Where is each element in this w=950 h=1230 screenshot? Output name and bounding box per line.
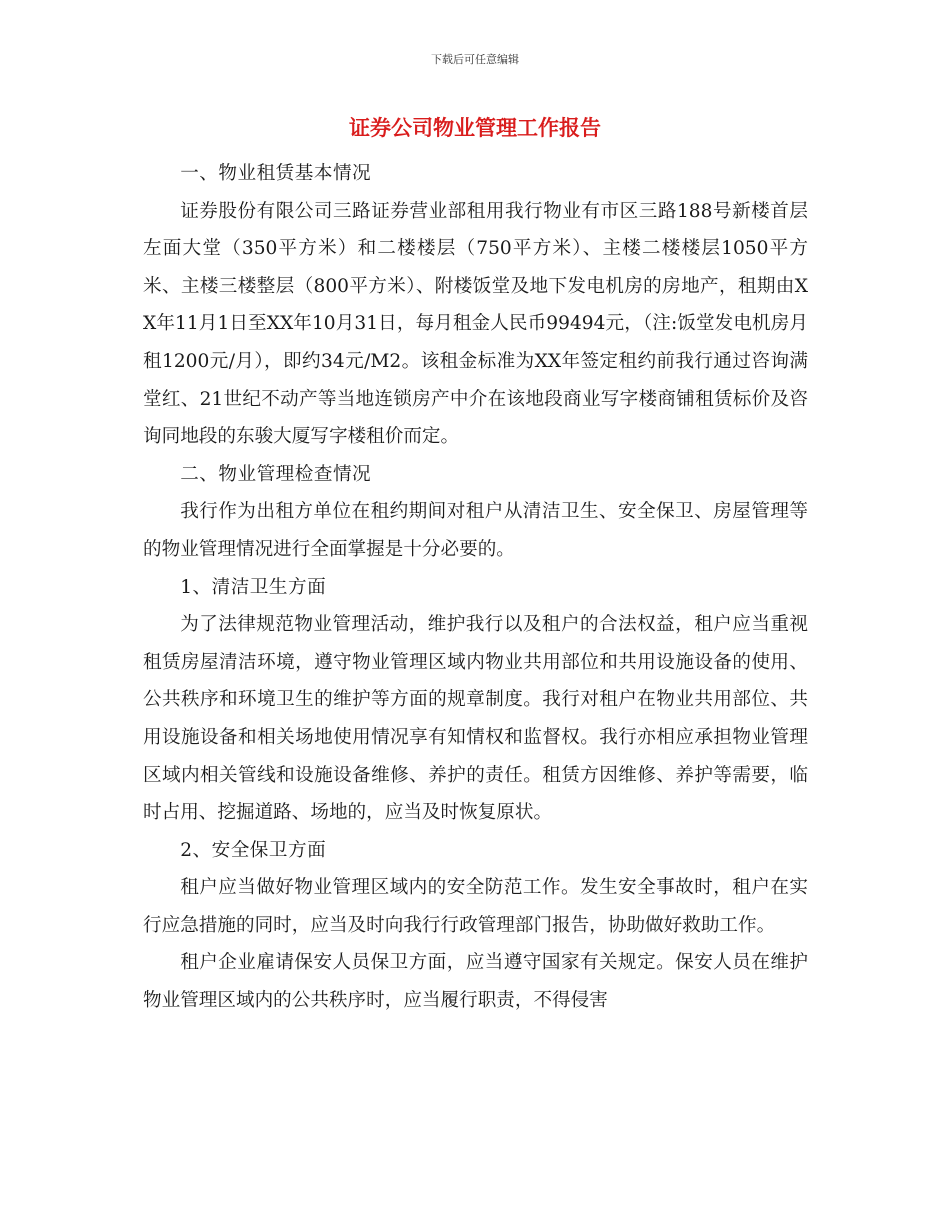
paragraph-security-guards: 租户企业雇请保安人员保卫方面，应当遵守国家有关规定。保安人员在维护物业管理区域内的公共秩序时，应当履行职责，不得侵害: [143, 952, 808, 1012]
subheading-cleaning: 1、清洁卫生方面: [180, 576, 327, 598]
document-body: [143, 155, 808, 1020]
paragraph-security-incidents: 租户应当做好物业管理区域内的安全防范工作。发生安全事故时，租户在实行应急措施的同时，应当及时向我行行政管理部门报告，协助做好救助工作。: [143, 877, 808, 936]
subheading-security: 2、安全保卫方面: [180, 839, 327, 861]
paragraph-lease-details: 证券股份有限公司三路证券营业部租用我行物业有市区三路188号新楼首层左面大堂（350平方米）和二楼楼层（750平方米）、主楼二楼楼层1050平方米、主楼三楼整层（800平方米）、附楼饭堂及地下发电机房的房地产，租期由XX年11月1日至XX年10月31日，每月租金人民币99494元，（注:饭堂发电机房月租1200元/月），即约34元/M2。该租金标准为XX年签定租约前我行通过咨询满堂红、21世纪不动产等当地连锁房产中介在该地段商业写字楼商铺租赁标价及咨询同地段的东骏大厦写字楼租价而定。: [143, 200, 808, 448]
section-heading-inspection: 二、物业管理检查情况: [180, 463, 372, 485]
header-note: 下载后可任意编辑: [431, 53, 519, 66]
section-heading-lease: 一、物业租赁基本情况: [180, 163, 372, 184]
document-title: 证券公司物业管理工作报告: [349, 116, 601, 140]
paragraph-cleaning: 为了法律规范物业管理活动，维护我行以及租户的合法权益，租户应当重视租赁房屋清洁环境，遵守物业管理区域内物业共用部位和共用设施设备的使用、公共秩序和环境卫生的维护等方面的规章制度。我行对租户在物业共用部位、共用设施设备和相关场地使用情况享有知情权和监督权。我行亦相应承担物业管理区域内相关管线和设施设备维修、养护的责任。租赁方因维修、养护等需要，临时占用、挖掘道路、场地的，应当及时恢复原状。: [143, 614, 808, 824]
paragraph-inspection-intro: 我行作为出租方单位在租约期间对租户从清洁卫生、安全保卫、房屋管理等的物业管理情况进行全面掌握是十分必要的。: [143, 501, 808, 560]
